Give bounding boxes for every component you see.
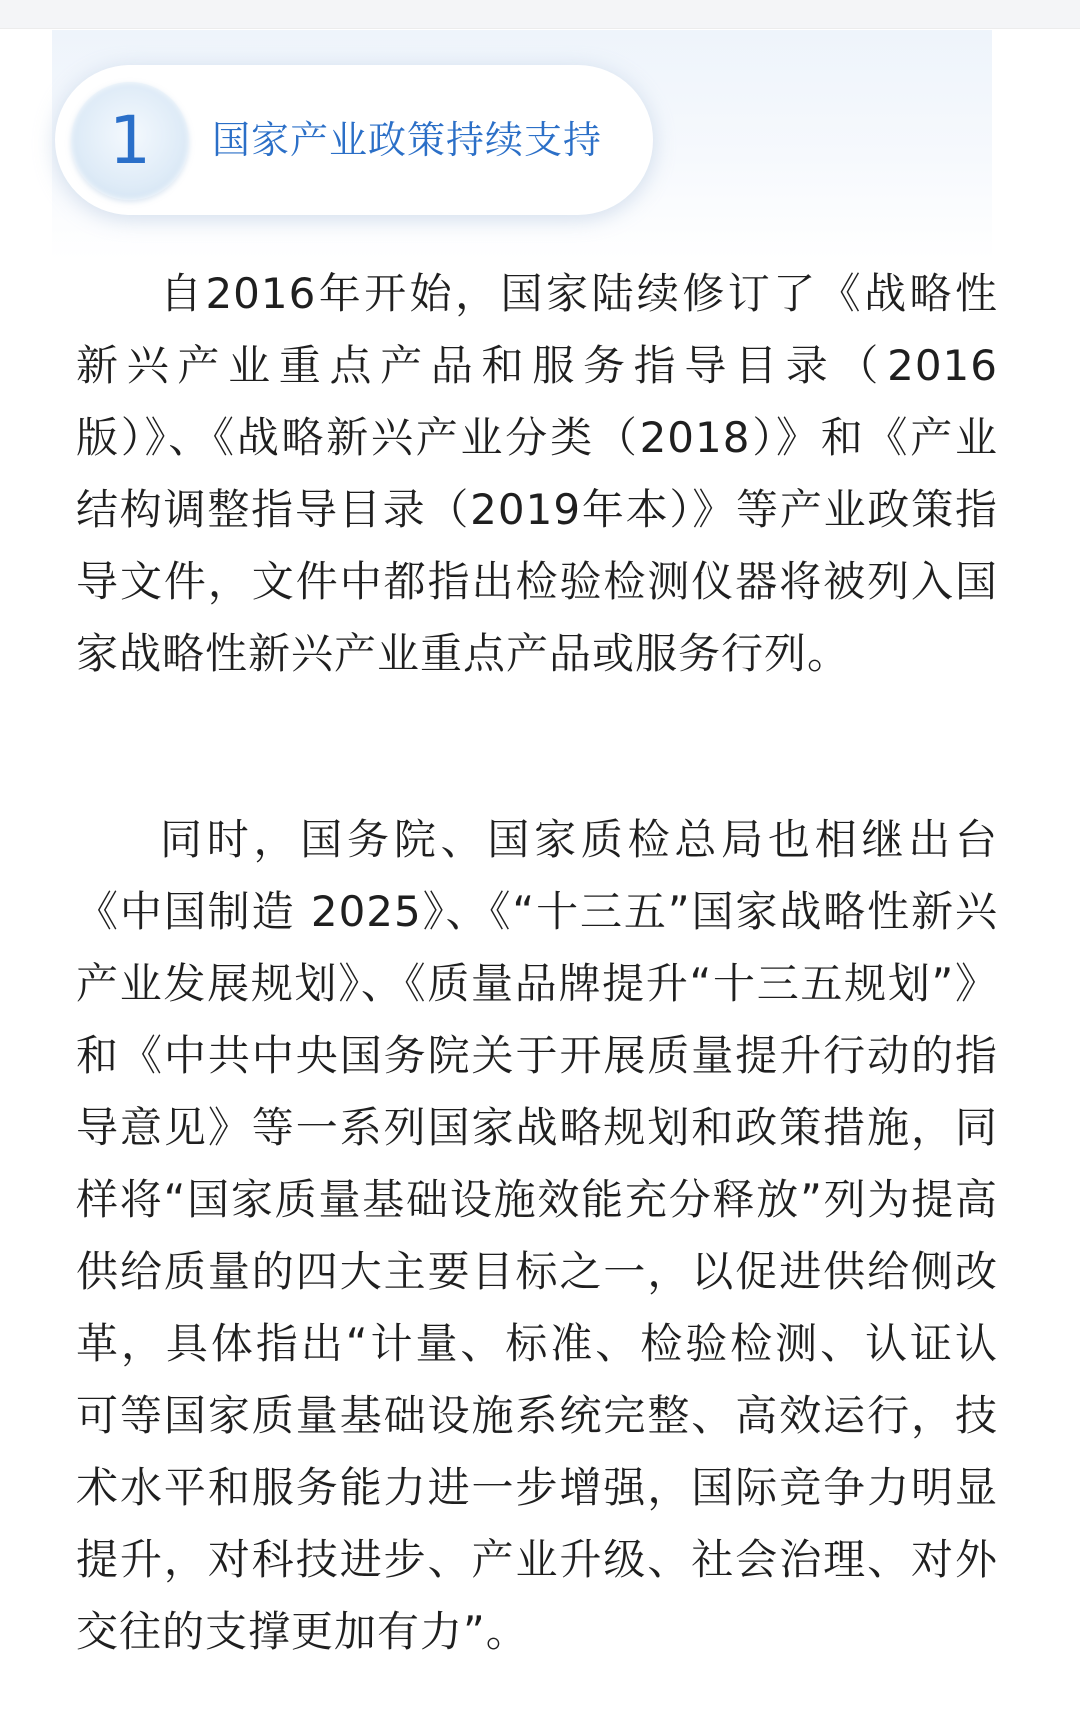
body-paragraph: 自2016年开始，国家陆续修订了《战略性新兴产业重点产品和服务指导目录（2016版）》、《战略新兴产业分类（2018）》和《产业结构调整指导目录（2019年本）》等产业政策指导文件，文件中都指出检验检测仪器将被列入国家战略性新兴产业重点产品或服务行列。 <box>76 269 998 678</box>
top-bar <box>0 0 1080 29</box>
body-paragraph: 同时，国务院、国家质检总局也相继出台《中国制造 2025》、《“十三五”国家战略性新兴产业发展规划》、《质量品牌提升“十三五规划”》和《中共中央国务院关于开展质量提升行动的指导意见》等一系列国家战略规划和政策措施，同样将“国家质量基础设施效能充分释放”列为提高供给质量的四大主要目标之一，以促进供给侧改革，具体指出“计量、标准、检验检测、认证认可等国家质量基础设施系统完整、高效运行，技术水平和服务能力进一步增强，国际竞争力明显提升，对科技进步、产业升级、社会治理、对外交往的支撑更加有力”。 <box>76 815 998 1656</box>
section-number: 1 <box>109 102 151 179</box>
section-title: 国家产业政策持续支持 <box>212 118 603 162</box>
